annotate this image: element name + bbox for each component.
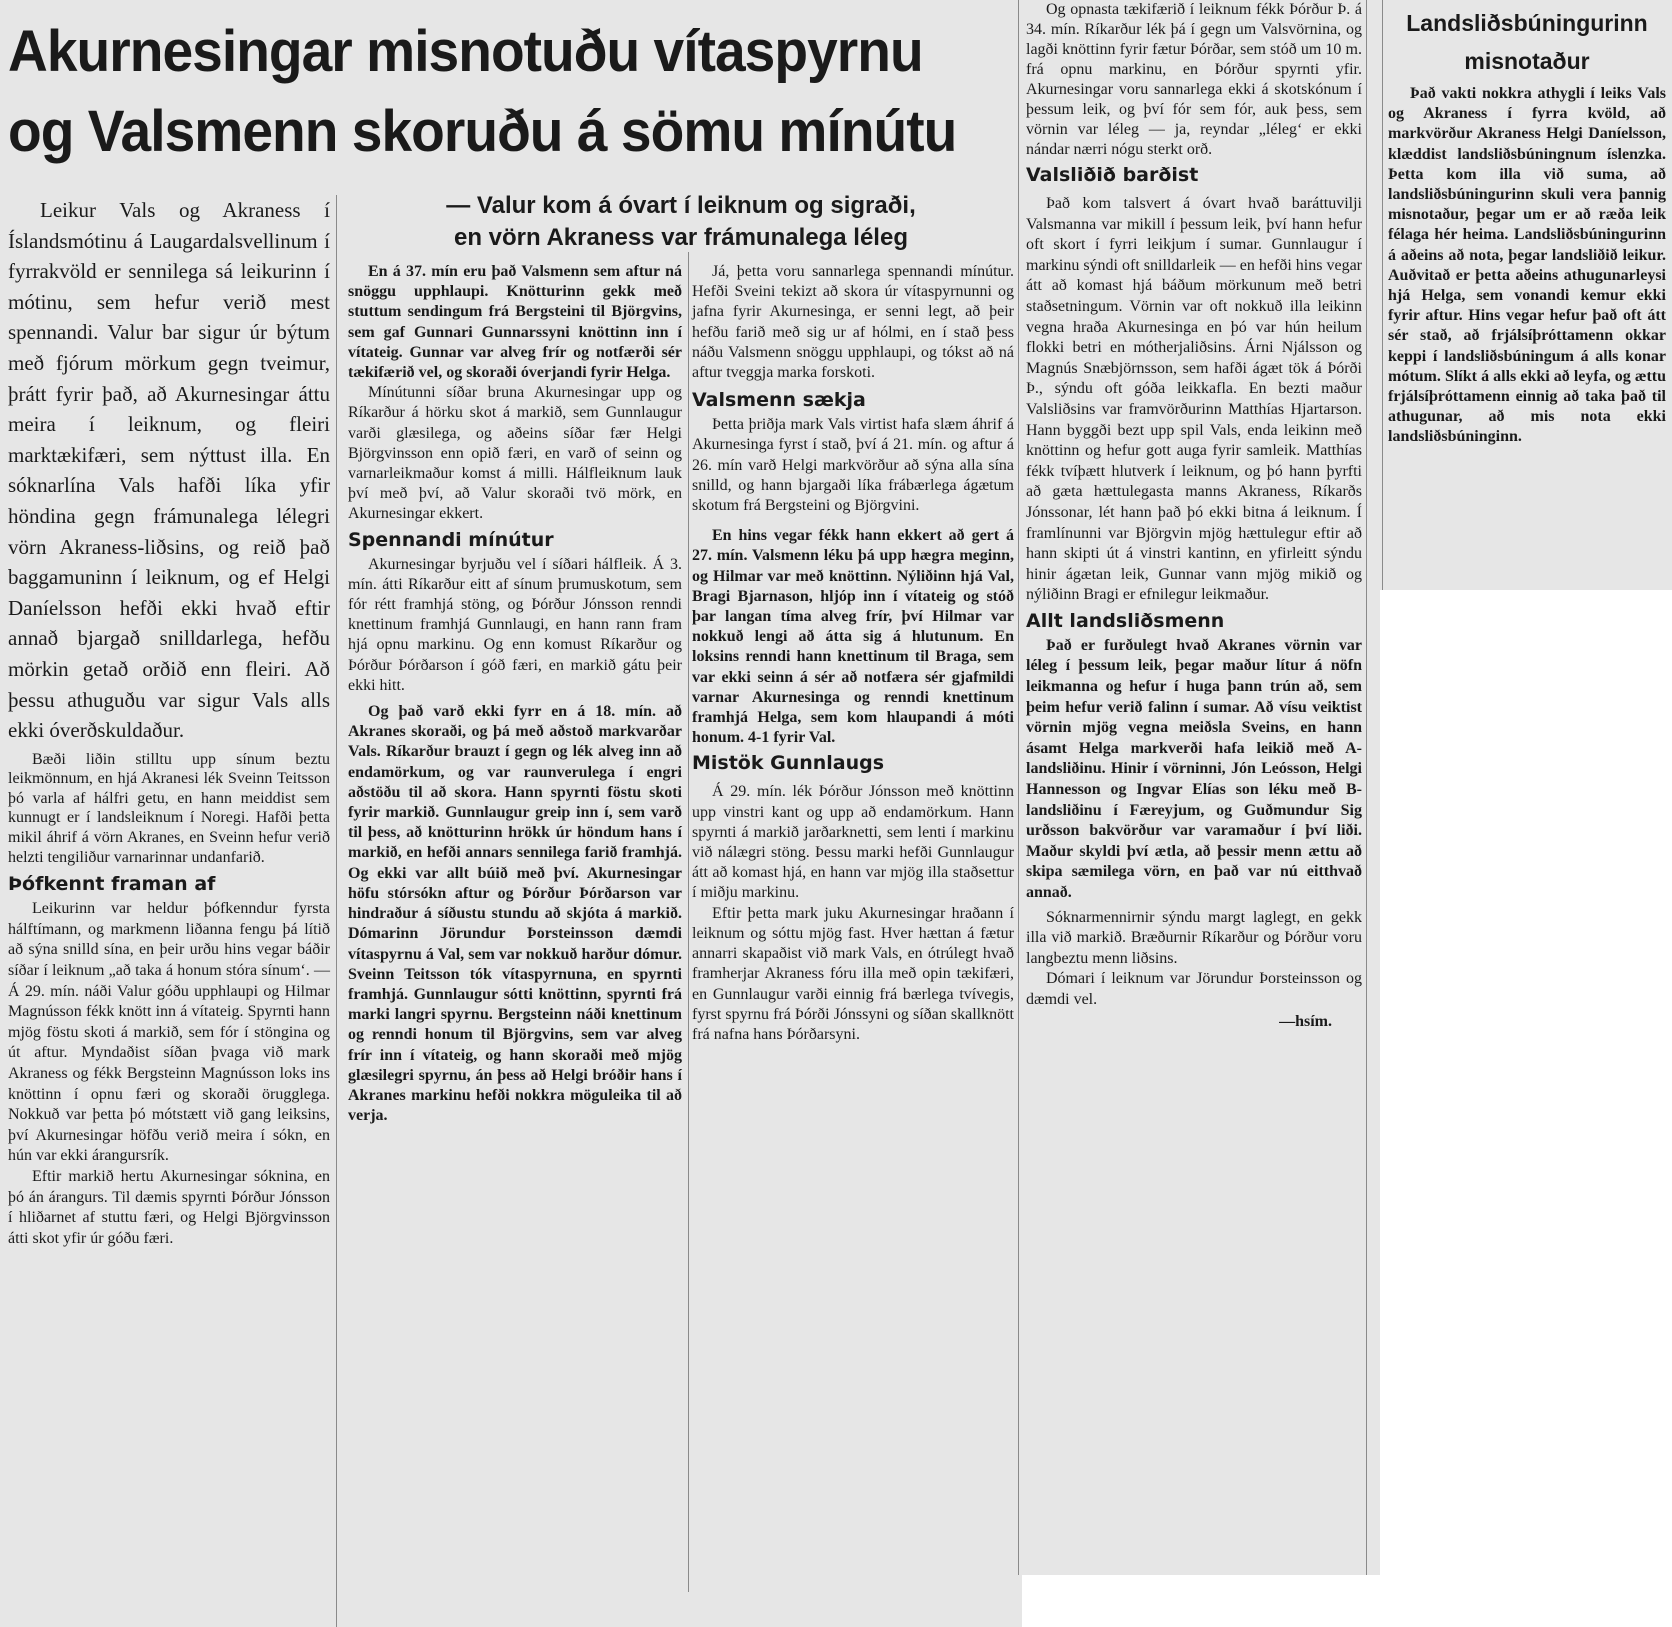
sub-headline: [346, 190, 1016, 254]
main-headline: [8, 12, 1013, 194]
subhead: Mistök Gunnlaugs: [692, 752, 885, 775]
sidebar-body: Það vakti nokkra athygli í leiks Vals og Akraness í fyrra kvöld, að markvörður Akraness Helgi Daníelsson, klæddist landsliðsbúningnum íslenzka. Þetta kom illa við suma, að landsliðsbúningurinn skuli vera þannig misnotaður, þegar um er að ræða leik félaga hér heima. Landsliðsbúningurinn á aðeins að nota, þegar landsliðið leikur. Auðvitað er þetta aðeins athugunarleysi hjá Helga, sem vonandi kemur ekki fyrir aftur. Hins vegar hefur það oft átt sér stað, að frjálsíþróttamenn okkar keppi í landsliðsbúningum á alls konar mótum. Slíkt á alls ekki að leyfa, og ættu frjálsíþróttamenn einnig að taka það til athugunar, að mis nota ekki landsliðsbúninginn.: [1388, 85, 1666, 446]
paragraph: Og opnasta tækifærið í leiknum fékk Þórður Þ. á 34. mín. Ríkarður lék þá í gegn um Valsvörnina, og lagði knöttinn fyrir fætur Þórðar, sem stóð um 10 m. frá opnu markinu, en Þórður spyrnti yfir. Akurnesingar voru sannarlega ekki á skotskónum í þessum leik, og því fór sem fór, auk þess, sem vörnin var léleg — ja, reyndar „léleg‘ er ekki nándar nærri nógu sterkt orð.: [1026, 1, 1362, 158]
paragraph: Eftir markið hertu Akurnesingar sóknina, en þó án árangurs. Til dæmis spyrnti Þórður Jónsson í hliðarnet af stuttu færi, og Helgi Björgvinsson átti skot yfir úr góðu færi.: [8, 1167, 330, 1247]
subhead: Þófkennt framan af: [8, 873, 216, 896]
article-column-2: [348, 262, 682, 1126]
sub-headline-line-1: — Valur kom á óvart í leiknum og sigraði,: [446, 192, 916, 219]
article-column-1: [8, 195, 330, 1249]
paragraph: Mínútunni síðar bruna Akurnesingar upp og Ríkarður á hörku skot á markið, sem Gunnlaugur varði glæsilega, og aðeins síðar fær Helgi Björgvinsson enn opið færi, en varð of seinn og varnarleikmaður komst á milli. Hálfleiknum lauk því með því, að Valur skoraði tvö mörk, en Akurnesingar ekkert.: [348, 384, 682, 523]
paragraph: Og það varð ekki fyrr en á 18. mín. að Akranes skoraði, og þá með aðstoð markvarðar Vals. Ríkarður brauzt í gegn og lék alveg inn að endamörkum, og var raunverulega í engri aðstöðu til að skora. Hann spyrnti föstu skoti fyrir markið. Gunnlaugur greip inn í, sem varð til þess, að knötturinn hrökk úr höndum hans í markið, en hefði annars sennilega farið framhjá. Og ekki var allt búið með því. Akurnesingar höfu stórsókn aftur og Þórður Þórðarson var hindraður á síðustu stundu að skjóta á markið. Dómarinn Jörundur Þorsteinsson dæmdi vítaspyrnu á Val, sem var nokkuð harður dómur. Sveinn Teitsson tók vítaspyrnuna, en spyrnti framhjá. Gunnlaugur sótti knöttinn, spyrnti frá marki langri spyrnu. Bergsteinn náði knettinum og renndi honum til Björgvins, sem var alveg frír inn í vítateig, og hann skoraði með mjög glæsilegri spyrnu, án þess að Helgi bróðir hans í Akranes markinu hefði nokkra möguleika til að verja.: [348, 703, 682, 1125]
sidebar-title-line-2: misnotaður: [1464, 48, 1590, 74]
headline-line-1: Akurnesingar misnotuðu vítaspyrnu: [8, 19, 923, 84]
sidebar-title: [1388, 4, 1666, 80]
sidebar-rule: [1382, 0, 1383, 590]
paragraph: Bæði liðin stilltu upp sínum beztu leikmönnum, en hjá Akranesi lék Sveinn Teitsson þó varla af hálfri getu, en hann meiddist sem kunnugt er í landsleiknum í Noregi. Hafði þetta mikil áhrif á vörn Akranes, en Sveinn hefur verið helzti tengiliður varnarinnar undanfarið.: [8, 750, 330, 866]
paragraph: Leikurinn var heldur þófkenndur fyrsta hálftímann, og markmenn liðanna fengu þá lítið að sýna snilld sína, en þeir urðu hins vegar báðir síðar í leiknum „að taka á honum stóra sínum‘. — Á 29. mín. náði Valur góðu upphlaupi og Hilmar Magnússon fékk knött inn á vítateig. Spyrnti hann mjög föstu skoti á markið, sem fór í stöngina og út aftur. Myndaðist síðan þvaga við mark Akraness og fékk Bergsteinn Magnússon loks ins knöttinn í opnu færi og skoraði örugglega. Nokkuð var þetta þó mótstætt við gang leiksins, því Akurnesingar höfðu verið meira í sókn, en hún var ekki árangursrík.: [8, 900, 330, 1165]
paragraph: Það kom talsvert á óvart hvað baráttuvilji Valsmanna var mikill í þessum leik, því hann hefur oft skort í fyrri leikjum í sumar. Gunnlaugur í markinu sýndi oft snilldarleik — en hefði hins vegar átt að komast hjá báðum mörkunum með betri staðsetningum. Vörnin var oft nokkuð illa leikinn vegna hraða Akurnesinga en þó var hún heilum flokki betri en mótherjaliðsins. Árni Njálsson og Magnús Snæbjörnsson, sem hafði ágæt tök á Þórði Þ., sýndu oft góða leikkafla. En bezti maður Valsliðsins var framvörðurinn Matthías Hjartarson. Hann byggði bezt upp spil Vals, enda leikinn með knöttinn og hefur gott auga fyrir samleik. Matthías fékk tvíþætt hlutverk í leiknum, og þó hann þyrfti að gæta hættulegasta manns Akraness, Ríkarðs Jónssonar, lét hann það þó ekki bitna á leiknum. Í framlínunni var Björgvin mjög hættulegur eftir að hann skipti út á vinstri kantinn, en yfirleitt sýndu hinir ágætan leik, Gunnar vann mjög mikið og nýliðinn Bragi er efnilegur leikmaður.: [1026, 195, 1362, 604]
paragraph: Já, þetta voru sannarlega spennandi mínútur. Hefði Sveini tekizt að skora úr vítaspyrnunni og jafna fyrir Akurnesinga, er senni legt, að þeir hefðu farið með sig ur af hólmi, en í stað þess náðu Valsmenn snöggu upphlaupi, og tókst að ná aftur tveggja marka forskoti.: [692, 263, 1014, 382]
column-rule-2: [688, 252, 689, 1592]
signature: —hsím.: [1279, 1012, 1332, 1030]
column-rule-4: [1366, 0, 1367, 1575]
paragraph: Þetta þriðja mark Vals virtist hafa slæm áhrif á Akurnesinga fyrst í stað, því á 21. mín. og aftur á 26. mín varð Helgi markvörður að sýna alla sína snilld, og hann bjargaði líka frábærlega ágætum skotum frá Bergsteini og Björgvini.: [692, 416, 1014, 515]
paragraph: Dómari í leiknum var Jörundur Þorsteinsson og dæmdi vel.: [1026, 970, 1362, 1008]
paragraph: Sóknarmennirnir sýndu margt laglegt, en gekk illa við markið. Bræðurnir Ríkarður og Þórður voru langbeztu menn liðsins.: [1026, 908, 1362, 967]
subhead: Valsliðið barðist: [1026, 164, 1199, 186]
headline-line-2: og Valsmenn skoruðu á sömu mínútu: [8, 99, 957, 164]
column-rule-1: [336, 195, 337, 1627]
paragraph: Það er furðulegt hvað Akranes vörnin var léleg í þessum leik, þegar maður lítur á nöfn leikmanna og hefur í huga þann trún að, sem þeim hefur verið falinn í sumar. Að vísu veiktist vörnin mjög vegna meiðsla Sveins, en hann ásamt Helga markverði hafa leikið með A-landsliðinu. Hinir í vörninni, Jón Leósson, Helgi Hannesson og Ingvar Elías son léku með B-landsliðinu í Færeyjum, og Guðmundur Sig urðsson bakvörður var varamaður í því liði. Maður skyldi því ætla, að þessir menn ættu að skipa sæmilega vörn, en það var nú eitthvað annað.: [1026, 636, 1362, 901]
intro-paragraph: Leikur Vals og Akraness í Íslandsmótinu á Laugardalsvellinum í fyrrakvöld er sennilega sá leikurinn í mótinu, sem hefur verið mest spennandi. Valur bar sigur úr býtum með fjórum mörkum gegn tveimur, þrátt fyrir það, að Akurnesingar áttu meira í leiknum, og fleiri marktækifæri, sem nýttust illa. En sóknarlína Vals hafði líka yfir höndina gegn frámunalega lélegri vörn Akraness-liðsins, og reið það baggamuninn í leiknum, og ef Helgi Daníelsson hefði ekki hvað eftir annað bjargað snilldarlega, hefðu mörkin getað orðið enn fleiri. Að þessu athuguðu var sigur Vals alls ekki óverðskuldaður.: [8, 198, 330, 743]
sidebar-title-line-1: Landsliðsbúningurinn: [1406, 10, 1648, 36]
paragraph: Á 29. mín. lék Þórður Jónsson með knöttinn upp vinstri kant og upp að endamörkum. Hann spyrnti á markið jarðarknetti, sem lenti í markinu við nálægri stöng. Þessu marki hefði Gunnlaugur átt að komast hjá, en hann var mjög illa staðsettur í miðju markinu.: [692, 783, 1014, 902]
subhead: Spennandi mínútur: [348, 528, 554, 551]
sidebar-article: [1388, 4, 1666, 448]
subhead: Allt landsliðsmenn: [1026, 609, 1225, 632]
article-column-3: [692, 262, 1014, 1045]
paragraph: En á 37. mín eru það Valsmenn sem aftur ná snöggu upphlaupi. Knötturinn gekk með stuttum sendingum frá Bergsteini til Björgvins, sem gaf Gunnari Gunnarssyni knöttinn inn í vítateig. Gunnar var alveg frír og notfærði sér tækifærið vel, og skoraði óverjandi fyrir Helga.: [348, 263, 682, 382]
paragraph: Akurnesingar byrjuðu vel í síðari hálfleik. Á 3. mín. átti Ríkarður eitt af sínum þrumuskotum, sem fór rétt framhjá stöng, og Þórður Jónsson renndi knettinum framhjá Gunnlaugi, en hann rann fram hjá opnu markinu. Og enn komust Ríkarður og Þórður Þórðarson í góð færi, en markið gátu þeir ekki hitt.: [348, 555, 682, 694]
paragraph: Eftir þetta mark juku Akurnesingar hraðann í leiknum og sóttu mjög fast. Hver hættan á fætur annarri skapaðist við mark Vals, en ótrúlegt hvað framherjar Akraness fóru illa með opin tækifæri, en Gunnlaugur varði einnig frá bærlega tvívegis, fyrst spyrnu frá Þórði Jónssyni og síðan skallknött frá nafna hans Þórðarsyni.: [692, 904, 1014, 1043]
column-rule-3: [1018, 0, 1019, 1575]
sub-headline-line-2: en vörn Akraness var frámunalega léleg: [454, 224, 908, 251]
paragraph: En hins vegar fékk hann ekkert að gert á 27. mín. Valsmenn léku þá upp hægra meginn, og Hilmar var með knöttinn. Nýliðinn hjá Val, Bragi Bjarnason, hljóp inn í vítateig og stóð þar langan tíma alveg frír, því Hilmar var nokkuð lengi að átta sig á hlutunum. En loksins renndi hann knettinum til Braga, sem var ekki seinn á sér að notfæra sér gjafmildi varnar Akurnesinga og renndi knettinum framhjá Helga, sem kom hlaupandi á móti honum. 4-1 fyrir Val.: [692, 527, 1014, 747]
subhead: Valsmenn sækja: [692, 389, 866, 412]
article-column-4: [1026, 0, 1362, 1033]
